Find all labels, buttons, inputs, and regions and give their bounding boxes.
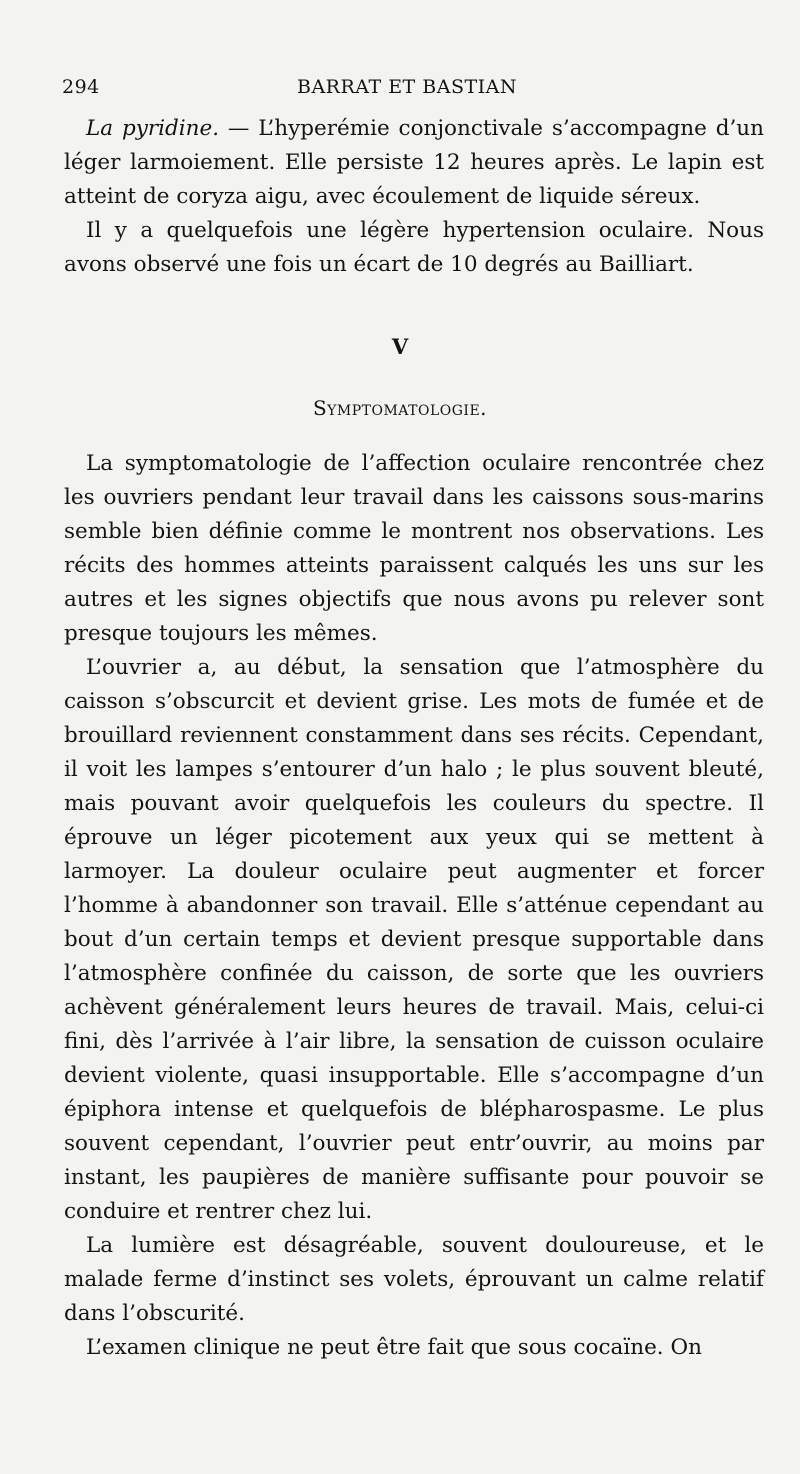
running-title: BARRAT ET BASTIAN [297, 76, 517, 98]
page-number: 294 [62, 76, 100, 98]
section-title: Symptomatologie. [312, 396, 488, 420]
paragraph: L’ouvrier a, au début, la sensation que l’atmosphère du caisson s’obscurcit et devient grise. Les mots de fumée et de brouillard reviennent constamment dans ses récits. Cependant, il voit les lampes s’entourer d’un halo ; le plus souvent bleuté, mais pouvant avoir quelquefois les couleurs du spectre. Il éprouve un léger picotement aux yeux qui se mettent à larmoyer. La douleur oculaire peut augmenter et forcer l’homme à abandonner son travail. Elle s’atténue cependant au bout d’un certain temps et devient presque supportable dans l’atmosphère confinée du caisson, de sorte que les ouvriers achèvent généralement leurs heures de travail. Mais, celui-ci fini, dès l’arrivée à l’air libre, la sensation de cuisson oculaire devient violente, quasi insupportable. Elle s’accompagne d’un épiphora intense et quelquefois de blépharospasme. Le plus souvent cependant, l’ouvrier peut entr’ouvrir, au moins par instant, les paupières de manière suffisante pour pouvoir se conduire et rentrer chez lui. [64, 655, 764, 1224]
page-header [62, 76, 752, 104]
paragraph: La symptomatologie de l’affection oculaire rencontrée chez les ouvriers pendant leur travail dans les caissons sous-marins semble bien définie comme le montrent nos observations. Les récits des hommes atteints paraissent calqués les uns sur les autres et les signes objectifs que nous avons pu relever sont presque toujours les mêmes. [64, 451, 764, 646]
paragraph: L’examen clinique ne peut être fait que sous cocaïne. On [86, 1335, 702, 1360]
intro-text [64, 112, 764, 282]
paragraph-hypertension: Il y a quelquefois une légère hypertension oculaire. Nous avons observé une fois un écart de 10 degrés au Bailliart. [64, 218, 764, 277]
paragraph: La lumière est désagréable, souvent douloureuse, et le malade ferme d’instinct ses volets, éprouvant un calme relatif dans l’obscurité. [64, 1233, 764, 1326]
paragraph-pyridine [64, 112, 764, 214]
section-number: V [391, 334, 409, 359]
pyridine-term: La pyridine. [86, 116, 220, 141]
section-body [64, 447, 764, 1365]
pyridine-text: — L’hyperémie conjonctivale s’accompagne d’un léger larmoiement. Elle persiste 12 heures après. Le lapin est atteint de coryza aigu, avec écoulement de liquide séreux. [64, 116, 764, 209]
